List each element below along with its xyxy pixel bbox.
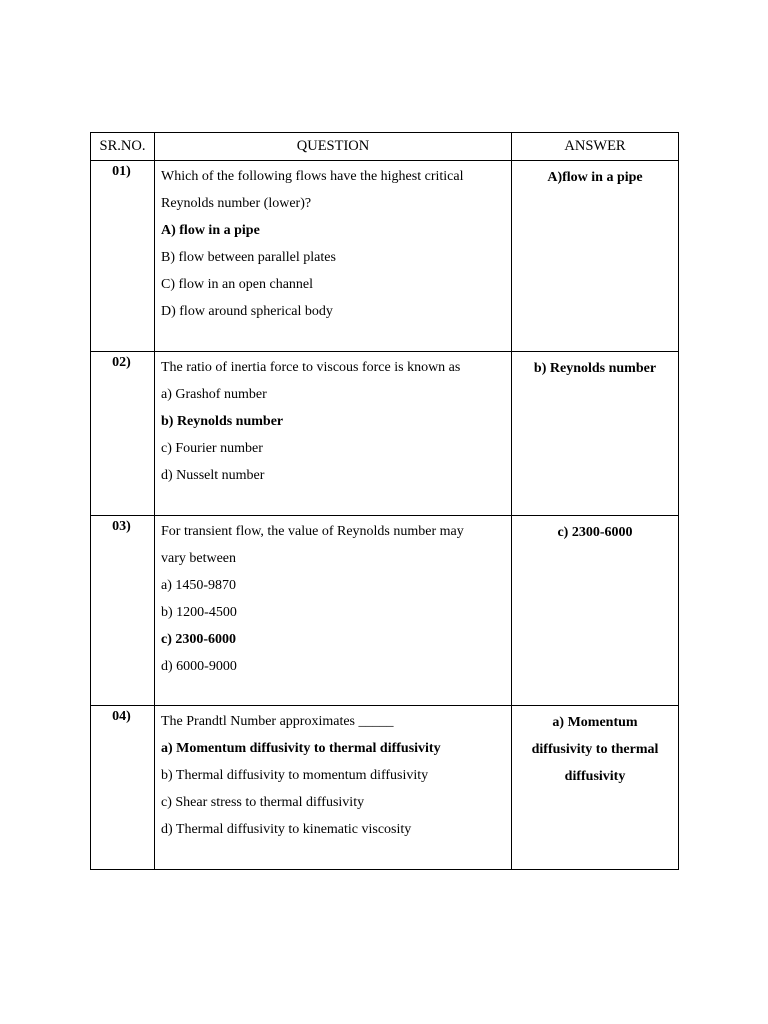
answer-cell xyxy=(512,516,679,706)
question-answer-table xyxy=(90,132,679,870)
answer-text: A)flow in a pipe xyxy=(547,170,643,185)
question-text-line: For transient flow, the value of Reynolds number may xyxy=(161,524,464,539)
question-text-line: Which of the following flows have the highest critical xyxy=(161,169,464,184)
question-text-line: Reynolds number (lower)? xyxy=(161,196,312,211)
option: d) Thermal diffusivity to kinematic viscosity xyxy=(161,822,412,837)
option: a) 1450-9870 xyxy=(161,578,237,593)
row-number: 02) xyxy=(91,352,155,516)
answer-text: diffusivity to thermal xyxy=(531,742,659,757)
table-header-row xyxy=(91,133,679,161)
header-question: QUESTION xyxy=(155,133,512,161)
question-cell xyxy=(155,352,512,516)
table-row xyxy=(91,352,679,516)
option: B) flow between parallel plates xyxy=(161,250,336,265)
option-correct: c) 2300-6000 xyxy=(161,632,237,647)
option: C) flow in an open channel xyxy=(161,277,314,292)
table-row xyxy=(91,161,679,352)
question-text-line: The Prandtl Number approximates _____ xyxy=(161,714,394,729)
option-correct: b) Reynolds number xyxy=(161,414,284,429)
option-correct: a) Momentum diffusivity to thermal diffusivity xyxy=(161,741,441,756)
option: d) 6000-9000 xyxy=(161,659,237,674)
table-row xyxy=(91,706,679,870)
question-text-line: vary between xyxy=(161,551,237,566)
question-text-line: The ratio of inertia force to viscous force is known as xyxy=(161,360,461,375)
answer-cell xyxy=(512,161,679,352)
row-number: 04) xyxy=(91,706,155,870)
answer-text: c) 2300-6000 xyxy=(557,525,633,540)
header-srno: SR.NO. xyxy=(91,133,155,161)
option: c) Fourier number xyxy=(161,441,263,456)
question-cell xyxy=(155,706,512,870)
option: d) Nusselt number xyxy=(161,468,265,483)
question-cell xyxy=(155,516,512,706)
header-answer: ANSWER xyxy=(512,133,679,161)
answer-cell xyxy=(512,352,679,516)
option: D) flow around spherical body xyxy=(161,304,333,319)
row-number: 03) xyxy=(91,516,155,706)
answer-cell xyxy=(512,706,679,870)
table-row xyxy=(91,516,679,706)
option: c) Shear stress to thermal diffusivity xyxy=(161,795,365,810)
answer-text: diffusivity xyxy=(564,769,626,784)
option: a) Grashof number xyxy=(161,387,267,402)
option-correct: A) flow in a pipe xyxy=(161,223,260,238)
answer-text: a) Momentum xyxy=(552,715,638,730)
option: b) Thermal diffusivity to momentum diffusivity xyxy=(161,768,429,783)
option: b) 1200-4500 xyxy=(161,605,237,620)
question-cell xyxy=(155,161,512,352)
answer-text: b) Reynolds number xyxy=(533,361,657,376)
row-number: 01) xyxy=(91,161,155,352)
